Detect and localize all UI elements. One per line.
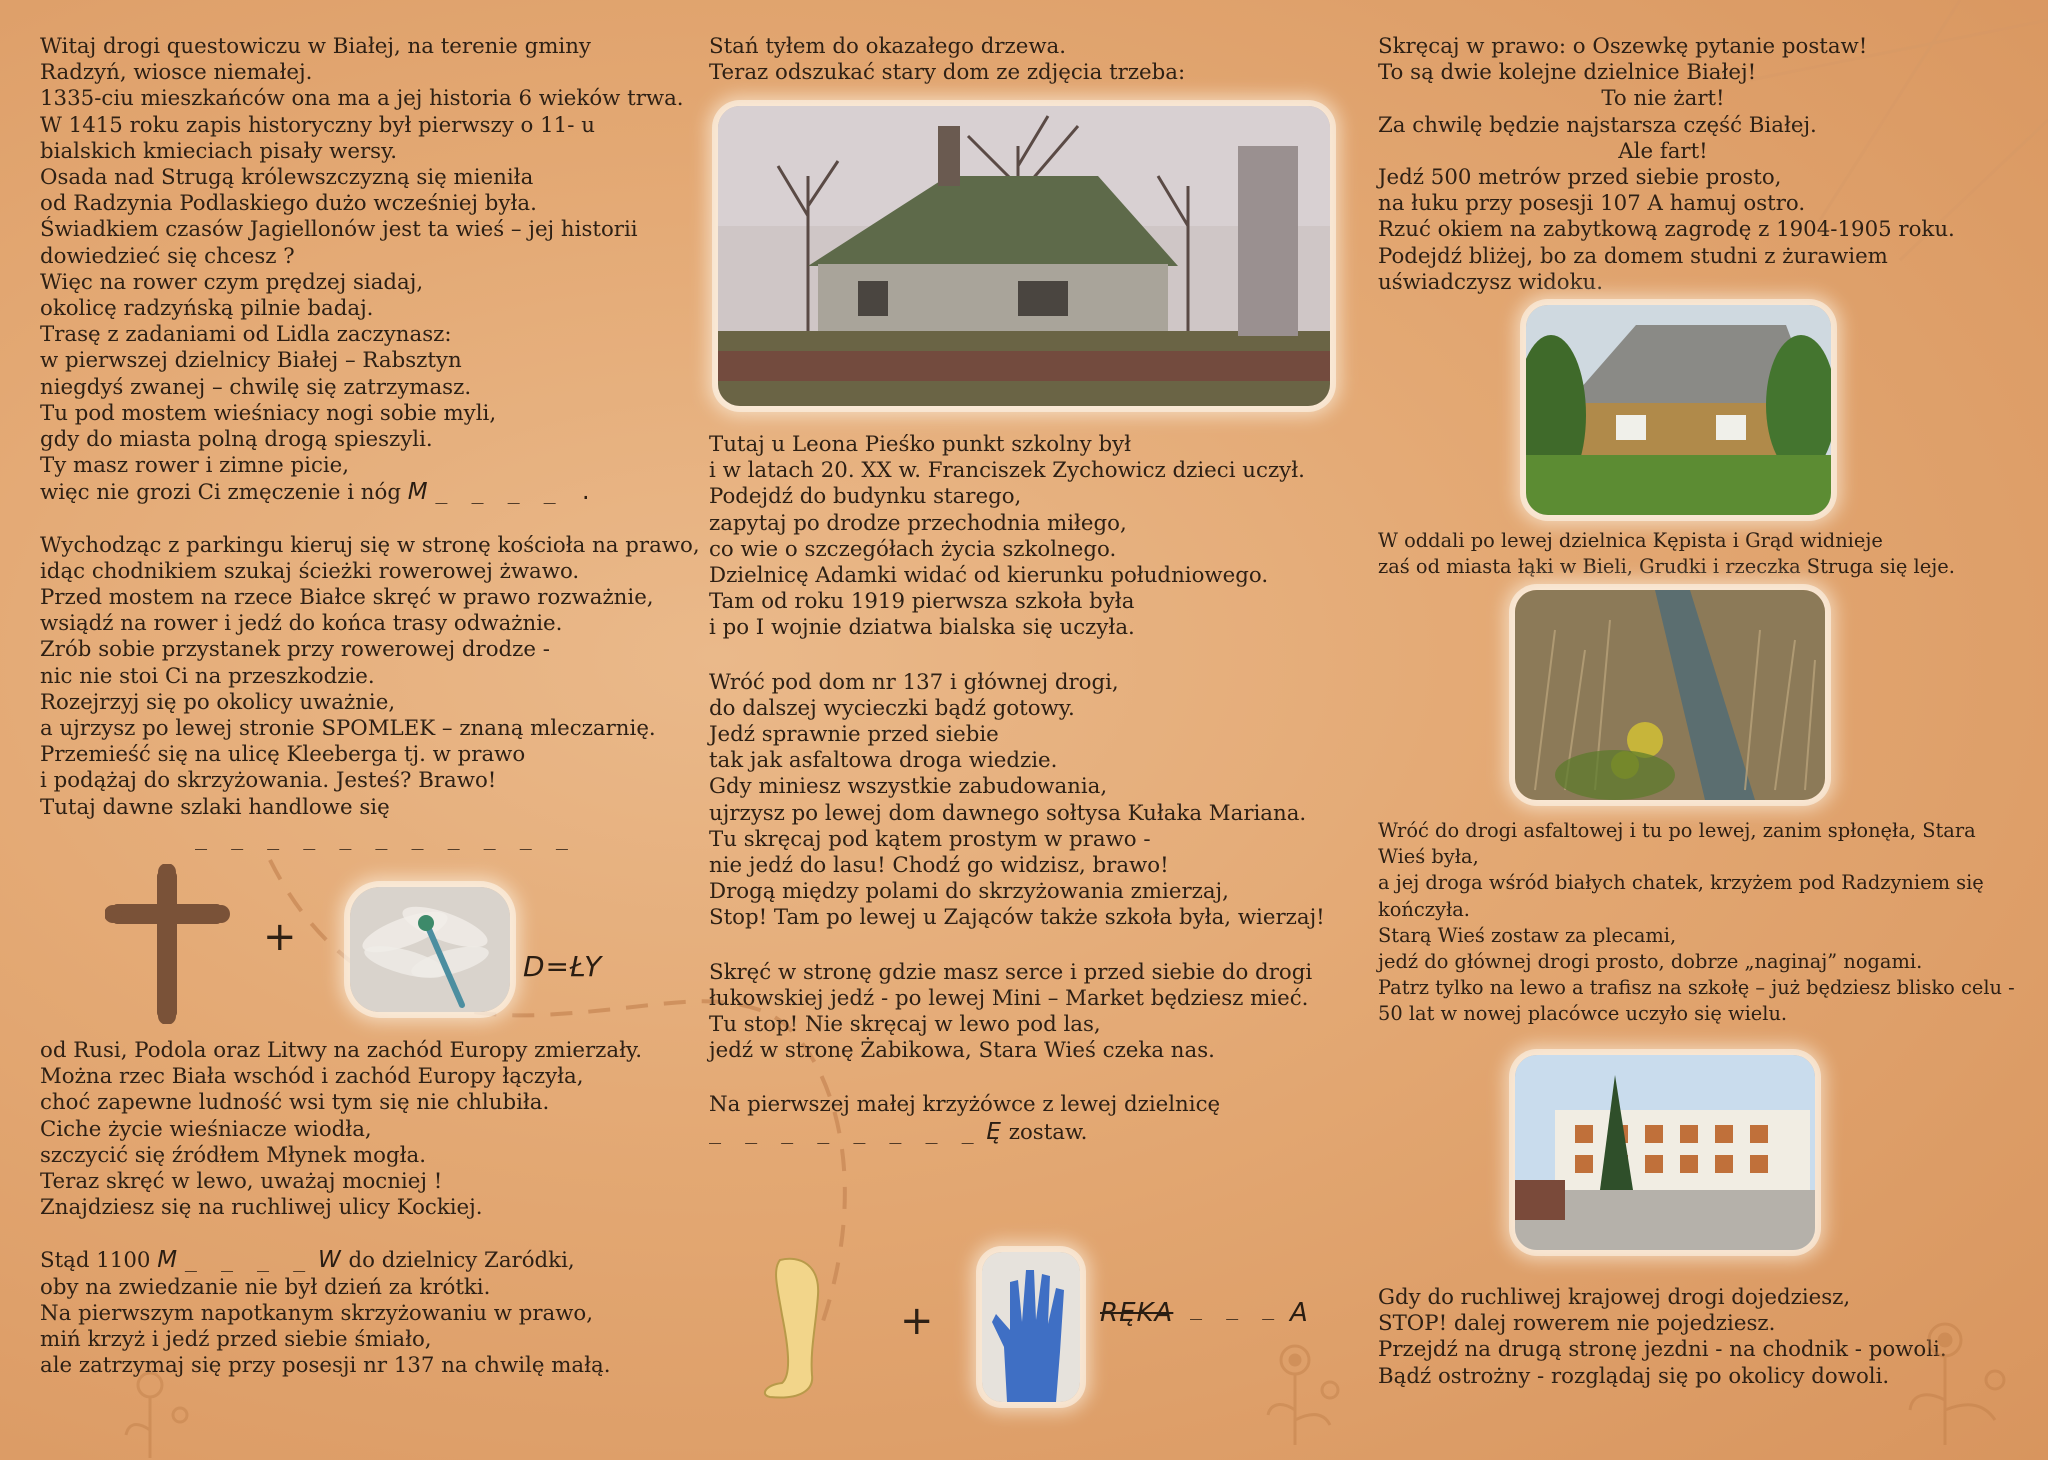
text-line: Na pierwszym napotkanym skrzyżowaniu w prawo, bbox=[40, 1300, 594, 1326]
text-line: wsiądź na rower i jedź do końca trasy odważnie. bbox=[40, 611, 563, 637]
text-line: Ty masz rower i zimne picie, bbox=[40, 453, 350, 479]
text-line: i w latach 20. XX w. Franciszek Zychowicz dzieci uczył. bbox=[709, 458, 1305, 484]
intro-block bbox=[40, 34, 684, 507]
text-line: Tu pod mostem wieśniacy nogi sobie myli, bbox=[40, 400, 497, 426]
text-line: Przed mostem na rzece Białce skręć w prawo rozważnie, bbox=[40, 585, 654, 611]
text-line: Podejdź do budynku starego, bbox=[709, 484, 1022, 510]
text-line: co wie o szczegółach życia szkolnego. bbox=[709, 536, 1117, 562]
text-line: Przejdź na drugą stronę jezdni - na chodnik - powoli. bbox=[1378, 1337, 1947, 1363]
text-line: od Rusi, Podola oraz Litwy na zachód Europy zmierzały. bbox=[40, 1038, 642, 1063]
text-line: Gdy miniesz wszystkie zabudowania, bbox=[709, 774, 1108, 800]
text-line: kończyła. bbox=[1378, 897, 1470, 921]
text-line: i podążaj do skrzyżowania. Jesteś? Brawo! bbox=[40, 768, 497, 794]
text-line: Wychodząc z parkingu kieruj się w stronę kościoła na prawo, bbox=[40, 532, 700, 558]
text-line: Osada nad Strugą królewszczyzną się mieniła bbox=[40, 165, 534, 191]
text-line: Jedź 500 metrów przed siebie prosto, bbox=[1378, 165, 1782, 191]
text-line: Tu stop! Nie skręcaj w lewo pod las, bbox=[709, 1012, 1101, 1038]
text-line: Trasę z zadaniami od Lidla zaczynasz: bbox=[40, 322, 452, 348]
text-line: a jej droga wśród białych chatek, krzyżem pod Radzyniem się bbox=[1378, 871, 1984, 895]
text-line: gdy do miasta polną drogą spieszyli. bbox=[40, 427, 433, 453]
text-line: nie jedź do lasu! Chodź go widzisz, brawo! bbox=[709, 853, 1169, 879]
text-line: Zrób sobie przystanek przy rowerowej drodze - bbox=[40, 637, 550, 663]
text-line: Ale fart! bbox=[1618, 138, 1708, 164]
text-line: miń krzyż i jedź przed siebie śmiało, bbox=[40, 1327, 432, 1353]
text-line: To są dwie kolejne dzielnice Białej! bbox=[1378, 60, 1757, 86]
stream-photo bbox=[1515, 590, 1825, 800]
text-line: nic nie stoi Ci na przeszkodzie. bbox=[40, 663, 375, 689]
text-line: Bądź ostrożny - rozglądaj się po okolicy dowoli. bbox=[1378, 1363, 1890, 1389]
text-line: do dalszej wycieczki bądź gotowy. bbox=[709, 695, 1075, 721]
riddle-blanks: _ _ _ _ bbox=[184, 1248, 312, 1273]
riddle-line bbox=[709, 1119, 1349, 1146]
text-line: Rozejrzyj się po okolicy uważnie, bbox=[40, 689, 396, 715]
text-line: STOP! dalej rowerem nie pojedziesz. bbox=[1378, 1311, 1776, 1337]
text-line: 50 lat w nowej placówce uczyło się wielu. bbox=[1378, 1002, 1788, 1026]
text-line: dowiedzieć się chcesz ? bbox=[40, 243, 295, 269]
text-line: Tu skręcaj pod kątem prostym w prawo - bbox=[709, 826, 1151, 852]
leg-icon bbox=[760, 1255, 840, 1405]
flower-ornament bbox=[1900, 1310, 2020, 1450]
text-line: Można rzec Biała wschód i zachód Europy łączyła, bbox=[40, 1064, 584, 1090]
text-line: ujrzysz po lewej dom dawnego sołtysa Kułaka Mariana. bbox=[709, 800, 1307, 826]
column-left bbox=[40, 34, 700, 851]
glove-photo bbox=[982, 1252, 1080, 1402]
plus-sign: + bbox=[900, 1298, 934, 1344]
flower-ornament bbox=[120, 1360, 200, 1460]
text-line: Podejdź bliżej, bo za domem studni z żurawiem bbox=[1378, 243, 1888, 269]
text-line: jedź do głównej drogi prosto, dobrze „naginaj” nogami. bbox=[1378, 950, 1923, 974]
riddle-text: zostaw. bbox=[1008, 1119, 1088, 1145]
text-line: na łuku przy posesji 107 A hamuj ostro. bbox=[1378, 191, 1806, 217]
flower-ornament bbox=[1260, 1330, 1350, 1450]
cross-icon bbox=[105, 864, 230, 1024]
text-line: w pierwszej dzielnicy Białej – Rabsztyn bbox=[40, 348, 462, 374]
riddle-letter: M bbox=[407, 479, 429, 506]
text-line: Ciche życie wieśniacze wiodła, bbox=[40, 1116, 372, 1142]
riddle-blanks: _ _ _ bbox=[1190, 1296, 1281, 1320]
text-line: Skręcaj w prawo: o Oszewkę pytanie postaw! bbox=[1378, 34, 1868, 59]
riddle-text: do dzielnicy Zaródki, bbox=[348, 1248, 575, 1274]
dragonfly-photo bbox=[350, 887, 510, 1012]
text-line: Wróć pod dom nr 137 i głównej drogi, bbox=[709, 669, 1119, 695]
text-line: W 1415 roku zapis historyczny był pierwszy o 11- u bbox=[40, 112, 595, 138]
riddle-letter: A bbox=[1290, 1298, 1309, 1328]
text-line: To nie żart! bbox=[1601, 86, 1725, 112]
text-line: Drogą między polami do skrzyżowania zmierzaj, bbox=[709, 879, 1229, 905]
riddle-line bbox=[40, 1247, 660, 1274]
text-line: Patrz tylko na lewo a trafisz na szkołę – już będziesz blisko celu - bbox=[1378, 976, 2015, 1000]
text-line: Witaj drogi questowiczu w Białej, na terenie gminy bbox=[40, 34, 591, 59]
text-line: uświadczysz widoku. bbox=[1378, 269, 1604, 295]
text-line: Znajdziesz się na ruchliwej ulicy Kockiej. bbox=[40, 1195, 483, 1221]
text-line: idąc chodnikiem szukaj ścieżki rowerowej żwawo. bbox=[40, 558, 580, 584]
text-line: Tutaj dawne szlaki handlowe się bbox=[40, 794, 390, 820]
column-right-mid bbox=[1378, 528, 2008, 580]
text-line: bialskich kmieciach pisały wersy. bbox=[40, 138, 398, 164]
riddle-blanks: _ _ _ _ _ _ _ _ _ _ _ bbox=[195, 825, 574, 850]
text-line: Rzuć okiem na zabytkową zagrodę z 1904-1905 roku. bbox=[1378, 217, 1955, 243]
riddle-blanks: _ _ _ _ . bbox=[435, 480, 598, 505]
riddle-blanks: _ _ _ _ _ _ _ _ bbox=[709, 1119, 980, 1144]
text-line: W oddali po lewej dzielnica Kępista i Grąd widnieje bbox=[1378, 529, 1883, 552]
riddle-letter: M bbox=[157, 1247, 179, 1274]
riddle-text: Stąd 1100 bbox=[40, 1248, 151, 1274]
text-line: Świadkiem czasów Jagiellonów jest ta wieś – jej historii bbox=[40, 217, 638, 243]
rebus-puzzle-1 bbox=[105, 862, 625, 1022]
text-line: od Radzynia Podlaskiego dużo wcześniej była. bbox=[40, 191, 537, 217]
column-left-lower bbox=[40, 1038, 660, 1379]
text-line: tak jak asfaltowa droga wiedzie. bbox=[709, 748, 1058, 774]
riddle-text: więc nie grozi Ci zmęczenie i nóg bbox=[40, 480, 401, 506]
text-line: oby na zwiedzanie nie był dzień za krótki. bbox=[40, 1274, 491, 1300]
text-line: szczycić się źródłem Młynek mogła. bbox=[40, 1142, 426, 1168]
text-line: Gdy do ruchliwej krajowej drogi dojedziesz, bbox=[1378, 1285, 1851, 1310]
text-line: Teraz odszukać stary dom ze zdjęcia trzeba: bbox=[709, 60, 1186, 86]
plus-sign: + bbox=[263, 914, 297, 960]
column-right-lower bbox=[1378, 818, 2015, 1028]
rebus-hint: D=ŁY bbox=[523, 950, 603, 983]
text-line: zapytaj po drodze przechodnia miłego, bbox=[709, 510, 1127, 536]
text-line: zaś od miasta łąki w Bieli, Grudki i rzeczka Struga się leje. bbox=[1378, 555, 1955, 579]
text-line: Skręć w stronę gdzie masz serce i przed siebie do drogi bbox=[709, 959, 1313, 985]
rebus-struck-word: RĘKA bbox=[1100, 1298, 1174, 1328]
text-line: Tutaj u Leona Pieśko punkt szkolny był bbox=[709, 432, 1132, 457]
history-block bbox=[40, 1038, 660, 1221]
homestead-photo bbox=[1526, 305, 1831, 515]
text-line: Dzielnicę Adamki widać od kierunku południowego. bbox=[709, 563, 1269, 589]
riddle-letter: W bbox=[317, 1247, 342, 1274]
text-line: 1335-ciu mieszkańców ona ma a jej historia 6 wieków trwa. bbox=[40, 86, 684, 112]
riddle-line bbox=[40, 479, 660, 506]
text-line: Teraz skręć w lewo, uważaj mocniej ! bbox=[40, 1169, 443, 1195]
text-line: Na pierwszej małej krzyżówce z lewej dzielnicę bbox=[709, 1092, 1221, 1118]
text-line: choć zapewne ludność wsi tym się nie chlubiła. bbox=[40, 1090, 550, 1116]
text-line: Przemieść się na ulicę Kleeberga tj. w prawo bbox=[40, 742, 526, 768]
riddle-letter: Ę bbox=[986, 1118, 1002, 1145]
text-line: jedź w stronę Żabikowa, Stara Wieś czeka nas. bbox=[709, 1038, 1215, 1064]
road-block bbox=[709, 670, 1349, 932]
text-line: Tam od roku 1919 pierwsza szkoła była bbox=[709, 589, 1135, 615]
text-line: Radzyń, wiosce niemałej. bbox=[40, 60, 313, 86]
column-right bbox=[1378, 34, 2008, 296]
text-line: Jedź sprawnie przed siebie bbox=[709, 722, 999, 748]
column-middle bbox=[709, 34, 1349, 86]
text-line: i po I wojnie dziatwa bialska się uczyła. bbox=[709, 615, 1135, 641]
text-line: Stań tyłem do okazałego drzewa. bbox=[709, 34, 1067, 59]
school-photo bbox=[1515, 1055, 1815, 1250]
text-line: Starą Wieś zostaw za plecami, bbox=[1378, 923, 1677, 947]
text-line: Wieś była, bbox=[1378, 845, 1479, 869]
text-line: Więc na rower czym prędzej siadaj, bbox=[40, 269, 424, 295]
text-line: a ujrzysz po lewej stronie SPOMLEK – znaną mleczarnię. bbox=[40, 716, 656, 742]
text-line: ale zatrzymaj się przy posesji nr 137 na chwilę małą. bbox=[40, 1353, 611, 1379]
old-house-photo bbox=[718, 106, 1330, 406]
school-block bbox=[709, 432, 1349, 642]
text-line: łukowskiej jedź - po lewej Mini – Market będziesz mieć. bbox=[709, 985, 1309, 1011]
market-block bbox=[709, 960, 1349, 1065]
text-line: Stop! Tam po lewej u Zająców także szkoła była, wierzaj! bbox=[709, 905, 1325, 931]
text-line: niegdyś zwanej – chwilę się zatrzymasz. bbox=[40, 374, 472, 400]
column-middle-text bbox=[709, 432, 1349, 1146]
text-line: okolicę radzyńską pilnie badaj. bbox=[40, 296, 374, 322]
text-line: Wróć do drogi asfaltowej i tu po lewej, zanim spłonęła, Stara bbox=[1378, 819, 1976, 842]
directions-block bbox=[40, 532, 700, 851]
text-line: Za chwilę będzie najstarsza część Białej. bbox=[1378, 112, 1817, 138]
